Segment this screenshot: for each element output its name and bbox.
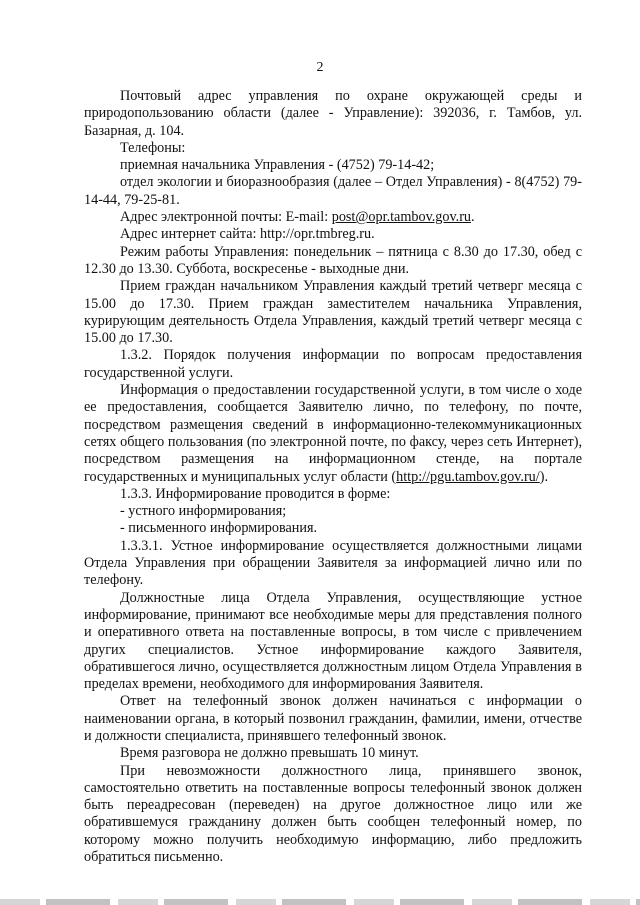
paragraph-officials: Должностные лица Отдела Управления, осуществляющие устное информирование, принимают все необходимые меры для представления полного и оперативного ответа на поставленные вопросы, в том числе с привлечением других специалистов. Устное информирование каждого Заявителя, обратившегося лично, осуществляется должностным лицом Отдела Управления в пределах времени, необходимого для информирования Заявителя. (84, 589, 582, 693)
paragraph-phones-heading: Телефоны: (120, 139, 186, 156)
paragraph-section-1-3-3-1: 1.3.3.1. Устное информирование осуществляется должностными лицами Отдела Управления при обращении Заявителя за информацией лично или по телефону. (84, 537, 582, 589)
paragraph-phone-answer: Ответ на телефонный звонок должен начинаться с информации о наименовании органа, в который позвонил гражданин, фамилии, имени, отчестве и должности специалиста, принявшего телефонный звонок. (84, 693, 582, 744)
paragraph-redirect: При невозможности должностного лица, принявшего звонок, самостоятельно ответить на поставленные вопросы телефонный звонок должен быть переадресован (переведен) на другое должностное лицо или же обратившемуся гражданину должен быть сообщен телефонный номер, по которому можно получить необходимую информацию, либо предложить обратиться письменно. (84, 762, 582, 866)
paragraph-postal-address: Почтовый адрес управления по охране окружающей среды и природопользованию области (далее - Управление): 392036, г. Тамбов, ул. Базарная, д. 104. (84, 88, 582, 139)
paragraph-work-hours: Режим работы Управления: понедельник – пятница с 8.30 до 17.30, обед с 12.30 до 13.30. Суббота, воскресенье - выходные дни. (84, 243, 582, 277)
paragraph-phone-department: отдел экологии и биоразнообразия (далее – Отдел Управления) - 8(4752) 79-14-44, 79-25-81. (84, 174, 582, 208)
document-body (84, 88, 582, 866)
paragraph-email: Адрес электронной почты: E-mail: post@opr.tambov.gov.ru. (120, 209, 475, 226)
email-link[interactable]: post@opr.tambov.gov.ru (331, 209, 472, 226)
paragraph-reception-schedule: Прием граждан начальником Управления каждый третий четверг месяца с 15.00 до 17.30. Прием граждан заместителем начальника Управления, курирующим деятельность Отдела Управления, каждый третий четверг месяца с 15.00 до 17.30. (84, 278, 582, 347)
info-text-end: ). (539, 468, 548, 485)
email-label: Адрес электронной почты: E-mail: (120, 209, 332, 226)
paragraph-info-provision (84, 382, 582, 486)
website-label: Адрес интернет сайта: (120, 226, 260, 243)
page-number: 2 (316, 60, 324, 75)
paragraph-call-duration: Время разговора не должно превышать 10 минут. (120, 745, 419, 762)
list-item-written: - письменного информирования. (120, 520, 318, 537)
website-link[interactable]: http://opr.tmbreg.ru. (260, 226, 375, 243)
list-item-oral: - устного информирования; (120, 503, 287, 520)
scan-bottom-edge (0, 899, 640, 905)
paragraph-section-1-3-2: 1.3.2. Порядок получения информации по вопросам предоставления государственной услуги. (84, 347, 582, 381)
paragraph-phone-reception: приемная начальника Управления - (4752) 79-14-42; (120, 157, 435, 174)
paragraph-website (84, 226, 582, 243)
paragraph-section-1-3-3: 1.3.3. Информирование проводится в форме: (120, 485, 391, 502)
portal-link[interactable]: http://pgu.tambov.gov.ru/ (396, 468, 540, 485)
info-text: Информация о предоставлении государственной услуги, в том числе о ходе ее предоставления, сообщается Заявителю лично, по телефону, по почте, посредством размещения сведений в информационно-телекоммуникационных сетях общего пользования (по электронной почте, по факсу, через сеть Интернет), посредством размещения на информационном стенде, на портале государственных и муниципальных услуг области ( (84, 382, 582, 485)
